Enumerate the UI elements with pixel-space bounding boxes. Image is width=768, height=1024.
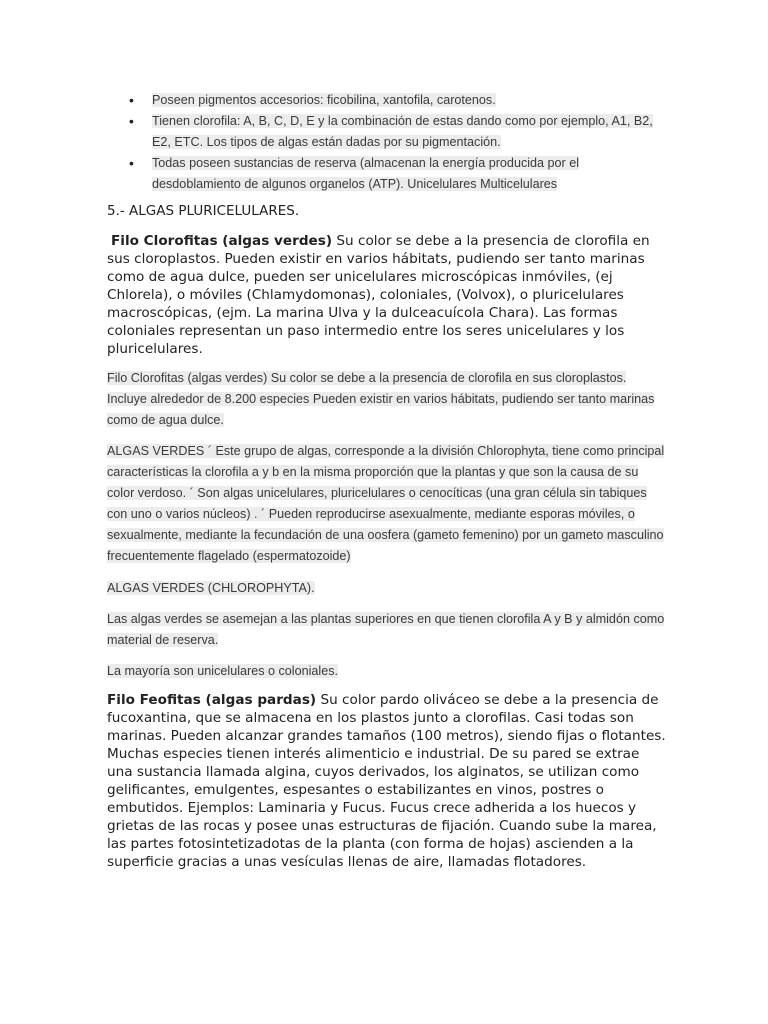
- clorofitas-paragraph: [107, 232, 667, 358]
- algas-verdes-text: ALGAS VERDES ´ Este grupo de algas, corresponde a la división Chlorophyta, tiene como principal características la clorofila a y b en la misma proporción que la plantas y que son la causa de su color verdoso. ´ Son algas unicelulares, pluricelulares o cenocíticas (una gran célula sin tabiques con uno o varios núcleos) . ´ Pueden reproducirse asexualmente, mediante esporas móviles, o sexualmente, mediante la fecundación de una oosfera (gameto femenino) por un gameto masculino frecuentemente flagelado (espermatozoide): [107, 444, 665, 563]
- clorofitas-text: Su color se debe a la presencia de clorofila en sus cloroplastos. Pueden existir en varios hábitats, pudiendo ser tanto marinas como de agua dulce, pueden ser unicelulares microscópicas inmóviles, (ej Chlorela), o móviles (Chlamydomonas), coloniales, (Volvox), o pluricelulares macroscópicas, (ejm. La marina Ulva y la dulceacuícola Chara). Las formas coloniales representan un paso intermedio entre los seres unicelulares y los pluricelulares.: [107, 233, 650, 357]
- filo-clorofitas-paragraph: [107, 368, 667, 431]
- bullet-icon: •: [129, 92, 134, 108]
- algas-verdes-paragraph: [107, 441, 667, 567]
- bullet-list: [107, 90, 667, 195]
- section-heading: 5.- ALGAS PLURICELULARES.: [107, 203, 300, 219]
- list-item: [107, 111, 667, 153]
- feofitas-text: Su color pardo oliváceo se debe a la presencia de fucoxantina, que se almacena en los plastos junto a clorofilas. Casi todas son marinas. Pueden alcanzar grandes tamaños (100 metros), siendo fijas o flotantes. Muchas especies tienen interés alimenticio e industrial. De su pared se extrae una sustancia llamada algina, cuyos derivados, los alginatos, se utilizan como gelificantes, emulgentes, espesantes o estabilizantes en vinos, postres o embutidos. Ejemplos: Laminaria y Fucus. Fucus crece adherida a los huecos y grietas de las rocas y posee unas estructuras de fijación. Cuando sube la marea, las partes fotosintetizadotas de la planta (con forma de hojas) ascienden a la superficie gracias a unas vesículas llenas de aire, llamadas flotadores.: [107, 692, 666, 870]
- clorofitas-title: Filo Clorofitas (algas verdes): [111, 233, 333, 249]
- list-item: [107, 153, 667, 195]
- subheading-text: ALGAS VERDES (CHLOROPHYTA).: [107, 581, 315, 595]
- list-item: [107, 90, 667, 111]
- semejan-paragraph: [107, 609, 667, 651]
- bullet-text: Todas poseen sustancias de reserva (almacenan la energía producida por el desdoblamiento de algunos organelos (ATP). Unicelulares Multicelulares: [152, 156, 580, 191]
- bullet-text: Poseen pigmentos accesorios: ficobilina, xantofila, carotenos.: [152, 93, 496, 107]
- subheading-paragraph: [107, 578, 667, 599]
- mayoria-text: La mayoría son unicelulares o coloniales.: [107, 664, 339, 678]
- bullet-text: Tienen clorofila: A, B, C, D, E y la combinación de estas dando como por ejemplo, A1, B2, E2, ETC. Los tipos de algas están dadas por su pigmentación.: [152, 114, 653, 149]
- feofitas-paragraph: [107, 691, 667, 871]
- bullet-icon: •: [129, 113, 134, 129]
- filo-clorofitas-text: Filo Clorofitas (algas verdes) Su color se debe a la presencia de clorofila en sus cloroplastos. Incluye alrededor de 8.200 especies Pueden existir en varios hábitats, pudiendo ser tanto marinas como de agua dulce.: [107, 371, 655, 427]
- mayoria-paragraph: [107, 661, 667, 682]
- feofitas-title: Filo Feofitas (algas pardas): [107, 692, 317, 708]
- bullet-icon: •: [129, 155, 134, 171]
- semejan-text: Las algas verdes se asemejan a las plantas superiores en que tienen clorofila A y B y almidón como material de reserva.: [107, 612, 665, 647]
